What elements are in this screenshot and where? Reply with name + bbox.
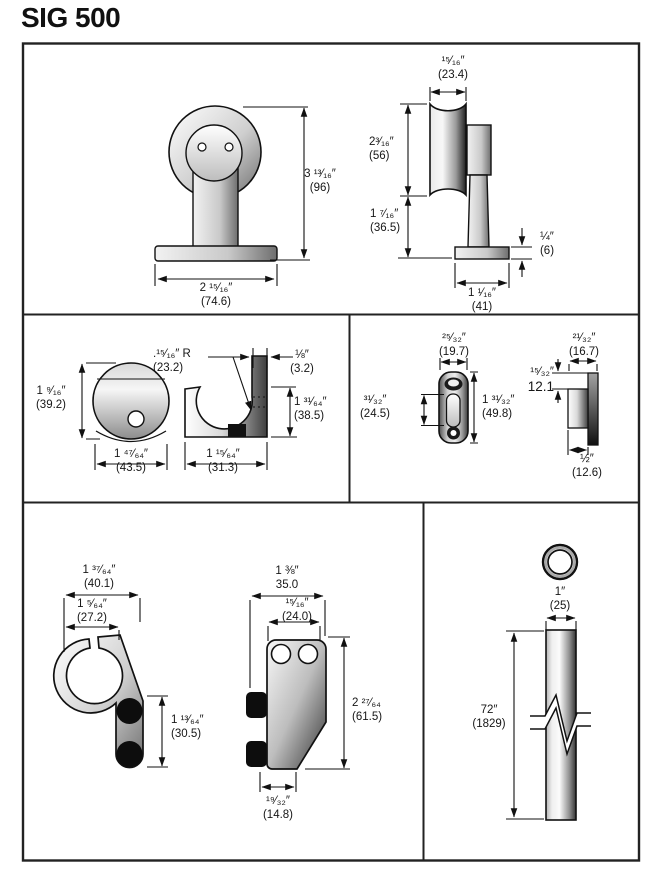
dim-keeper-side-width: ²¹⁄₃₂″ (16.7) [568,332,600,359]
dim-bracket-height: 2 ²⁷⁄₆₄ (61.5) [352,697,383,724]
dim-keeper-side-depth: ½″ (12.6) [571,453,603,480]
clip-insert-block [228,424,246,437]
keeper-front-block [568,389,588,428]
bracket-view [246,640,326,769]
page-title: SIG 500 [21,2,121,33]
keeper-slot [447,394,461,427]
dim-side-base-thickness: ¼″ (6) [539,231,555,258]
trolley-front-view [155,106,277,261]
clamp-roller-top [117,698,143,724]
clamp-roller-bottom [117,741,143,767]
dim-bracket-foot: ¹⁹⁄₃₂″ (14.8) [262,795,294,822]
keeper-side-view [568,373,598,445]
dim-bracket-span: ¹⁵⁄₁₆″ (24.0) [281,597,313,624]
dim-keeper-side-offset: ¹⁵⁄₃₂″ 12.1 [527,366,554,395]
cam-hole [128,411,144,427]
bracket-side [467,125,491,175]
stem-side [468,175,489,247]
dim-keeper-slot: ³¹⁄₃₂″ (24.5) [359,394,391,421]
dim-front-height: 3 ¹³⁄₁₆″ (96) [304,168,336,195]
keeper-screw-hole [451,430,457,436]
bracket-hole-right [299,645,318,664]
hub-front [186,125,242,181]
trolley-side-view [430,104,509,259]
dim-front-width: 2 ¹⁵⁄₁₆″ (74.6) [199,282,233,309]
dim-side-base-width: 1 ¹⁄₁₆″ (41) [468,287,496,314]
base-side [455,247,509,259]
clamp-section-view [54,635,143,768]
pin-hole-left [198,143,206,151]
dim-bracket-width: 1 ⅜″ 35.0 [275,565,299,592]
dim-clamp-inner: 1 ⁵⁄₆₄″ (27.2) [76,598,108,625]
dim-clip-radius: .¹⁵⁄₁₆″ R (23.2) [153,348,191,375]
dim-side-groove: ¹⁵⁄₁₆″ (23.4) [437,55,469,82]
dim-tube-diameter: 1″ (25) [549,586,571,613]
tube-cross-section-inner [548,550,572,574]
keeper-front-view [439,372,468,443]
bracket-stud-top [246,692,267,718]
dim-keeper-front-height: 1 ³¹⁄₃₂″ (49.8) [482,394,515,421]
keeper-back-plate [588,373,598,445]
bracket-stud-bottom [246,741,267,767]
dim-side-wheel: 2³⁄₁₆″ (56) [369,136,394,163]
base-front [155,246,277,261]
dim-keeper-front-width: ²⁵⁄₃₂″ (19.7) [438,332,470,359]
dim-side-stem: 1 ⁷⁄₁₆″ (36.5) [370,208,401,235]
dim-clip-lip: ⅛″ (3.2) [290,349,314,376]
bracket-hole-left [272,645,291,664]
keeper-grommet-hole [448,380,459,387]
dim-cam-height: 1 ⁹⁄₁₆″ (39.2) [35,385,67,412]
dim-cam-width: 1 ⁴⁷⁄₆₄″ (43.5) [113,448,149,475]
dim-clip-height: 1 ³¹⁄₆₄″ (38.5) [294,396,327,423]
wheel-side-profile [430,104,466,195]
dim-tube-length: 72″ (1829) [472,704,506,731]
dim-clip-width: 1 ¹⁵⁄₆₄″ (31.3) [206,448,240,475]
dim-clamp-width: 1 ³⁷⁄₆₄″ (40.1) [82,564,116,591]
dim-clamp-drop: 1 ¹³⁄₆₄″ (30.5) [171,714,204,741]
pin-hole-right [225,143,233,151]
